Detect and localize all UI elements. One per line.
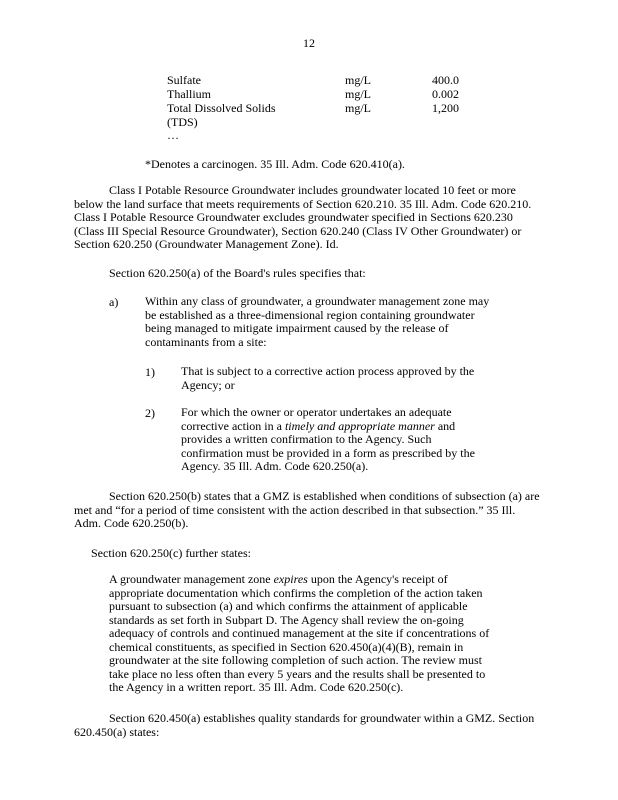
list-item-line: contaminants from a site: [145, 334, 267, 349]
paragraph-line: 620.450(a) states: [74, 724, 160, 739]
list-item [145, 295, 545, 349]
constituent-name: (TDS) [167, 115, 198, 129]
quote-line: groundwater at the site following completion of such action. The review must [109, 653, 483, 667]
constituent-unit: mg/L [345, 87, 371, 101]
quote-line: take place no less often than every 5 years and the results shall be presented to [109, 666, 486, 681]
constituent-name: Thallium [167, 87, 211, 101]
quote-line: the Agency in a written report. 35 Ill. Adm. Code 620.250(c). [109, 680, 404, 694]
constituent-unit: mg/L [345, 101, 371, 115]
paragraph [74, 712, 547, 739]
quote-line: appropriate documentation which confirms the completion of the action taken [109, 585, 483, 600]
paragraph-line: Class I Potable Resource Groundwater excludes groundwater specified in Sections 620.230 [74, 210, 513, 224]
paragraph [74, 184, 547, 252]
quote-line: standards as set forth in Subpart D. The Agency shall review the on-going [109, 612, 464, 627]
paragraph-line: met and “for a period of time consistent with the action described in that subsection.” 35 Ill. [74, 502, 516, 517]
constituent-name: Sulfate [167, 73, 201, 87]
paragraph-line: Section 620.250 (Groundwater Management Zone). Id. [74, 237, 339, 251]
list-label: a) [109, 295, 119, 309]
list-item [181, 365, 541, 392]
block-quote [109, 573, 549, 695]
constituent-value: 400.0 [432, 73, 459, 87]
list-label: 1) [145, 365, 155, 379]
quote-line: chemical constituents, as specified in Section 620.450(a)(4)(B), remain in [109, 639, 464, 654]
paragraph-line: Section 620.250(b) states that a GMZ is established when conditions of subsection (a) are [109, 489, 540, 503]
paragraph-line: Class I Potable Resource Groundwater includes groundwater located 10 feet or more [109, 183, 516, 197]
paragraph-line: Adm. Code 620.250(b). [74, 516, 189, 530]
list-item-line: be established as a three-dimensional region containing groundwater [145, 307, 475, 322]
constituent-name: … [167, 128, 179, 142]
list-item-line: being managed to mitigate impairment caused by the release of [145, 321, 449, 335]
paragraph: Section 620.250(c) further states: [91, 546, 251, 560]
page-number: 12 [303, 36, 315, 50]
footnote: *Denotes a carcinogen. 35 Ill. Adm. Code 620.410(a). [145, 157, 405, 171]
paragraph-line: below the land surface that meets requirements of Section 620.210. 35 Ill. Adm. Code 620.210. [74, 196, 532, 211]
list-label: 2) [145, 406, 155, 420]
quote-line: adequacy of controls and continued management at the site if concentrations of [109, 626, 490, 640]
paragraph: Section 620.250(a) of the Board's rules specifies that: [109, 266, 366, 280]
constituent-name: Total Dissolved Solids [167, 101, 276, 115]
list-item-line: That is subject to a corrective action process approved by the [181, 364, 475, 378]
list-item-line: Agency; or [181, 377, 235, 392]
list-item-line: confirmation must be provided in a form as prescribed by the [181, 445, 475, 460]
quote-line: A groundwater management zone expires upon the Agency's receipt of [109, 572, 448, 586]
paragraph-line: Section 620.450(a) establishes quality standards for groundwater within a GMZ. Section [109, 711, 535, 725]
constituent-unit: mg/L [345, 73, 371, 87]
list-item [181, 406, 551, 474]
list-item-line: provides a written confirmation to the Agency. Such [181, 432, 432, 446]
list-item-line: For which the owner or operator undertakes an adequate [181, 405, 452, 419]
paragraph-line: (Class III Special Resource Groundwater), Section 620.240 (Class IV Other Groundwater) or [74, 223, 522, 238]
list-item-line: Agency. 35 Ill. Adm. Code 620.250(a). [181, 459, 369, 473]
list-item-line: Within any class of groundwater, a groundwater management zone may [145, 294, 490, 308]
list-item-line: corrective action in a timely and appropriate manner and [181, 418, 456, 433]
constituent-value: 1,200 [432, 101, 459, 115]
paragraph [74, 490, 547, 531]
quote-line: pursuant to subsection (a) and which confirms the attainment of applicable [109, 599, 468, 613]
constituent-value: 0.002 [432, 87, 459, 101]
